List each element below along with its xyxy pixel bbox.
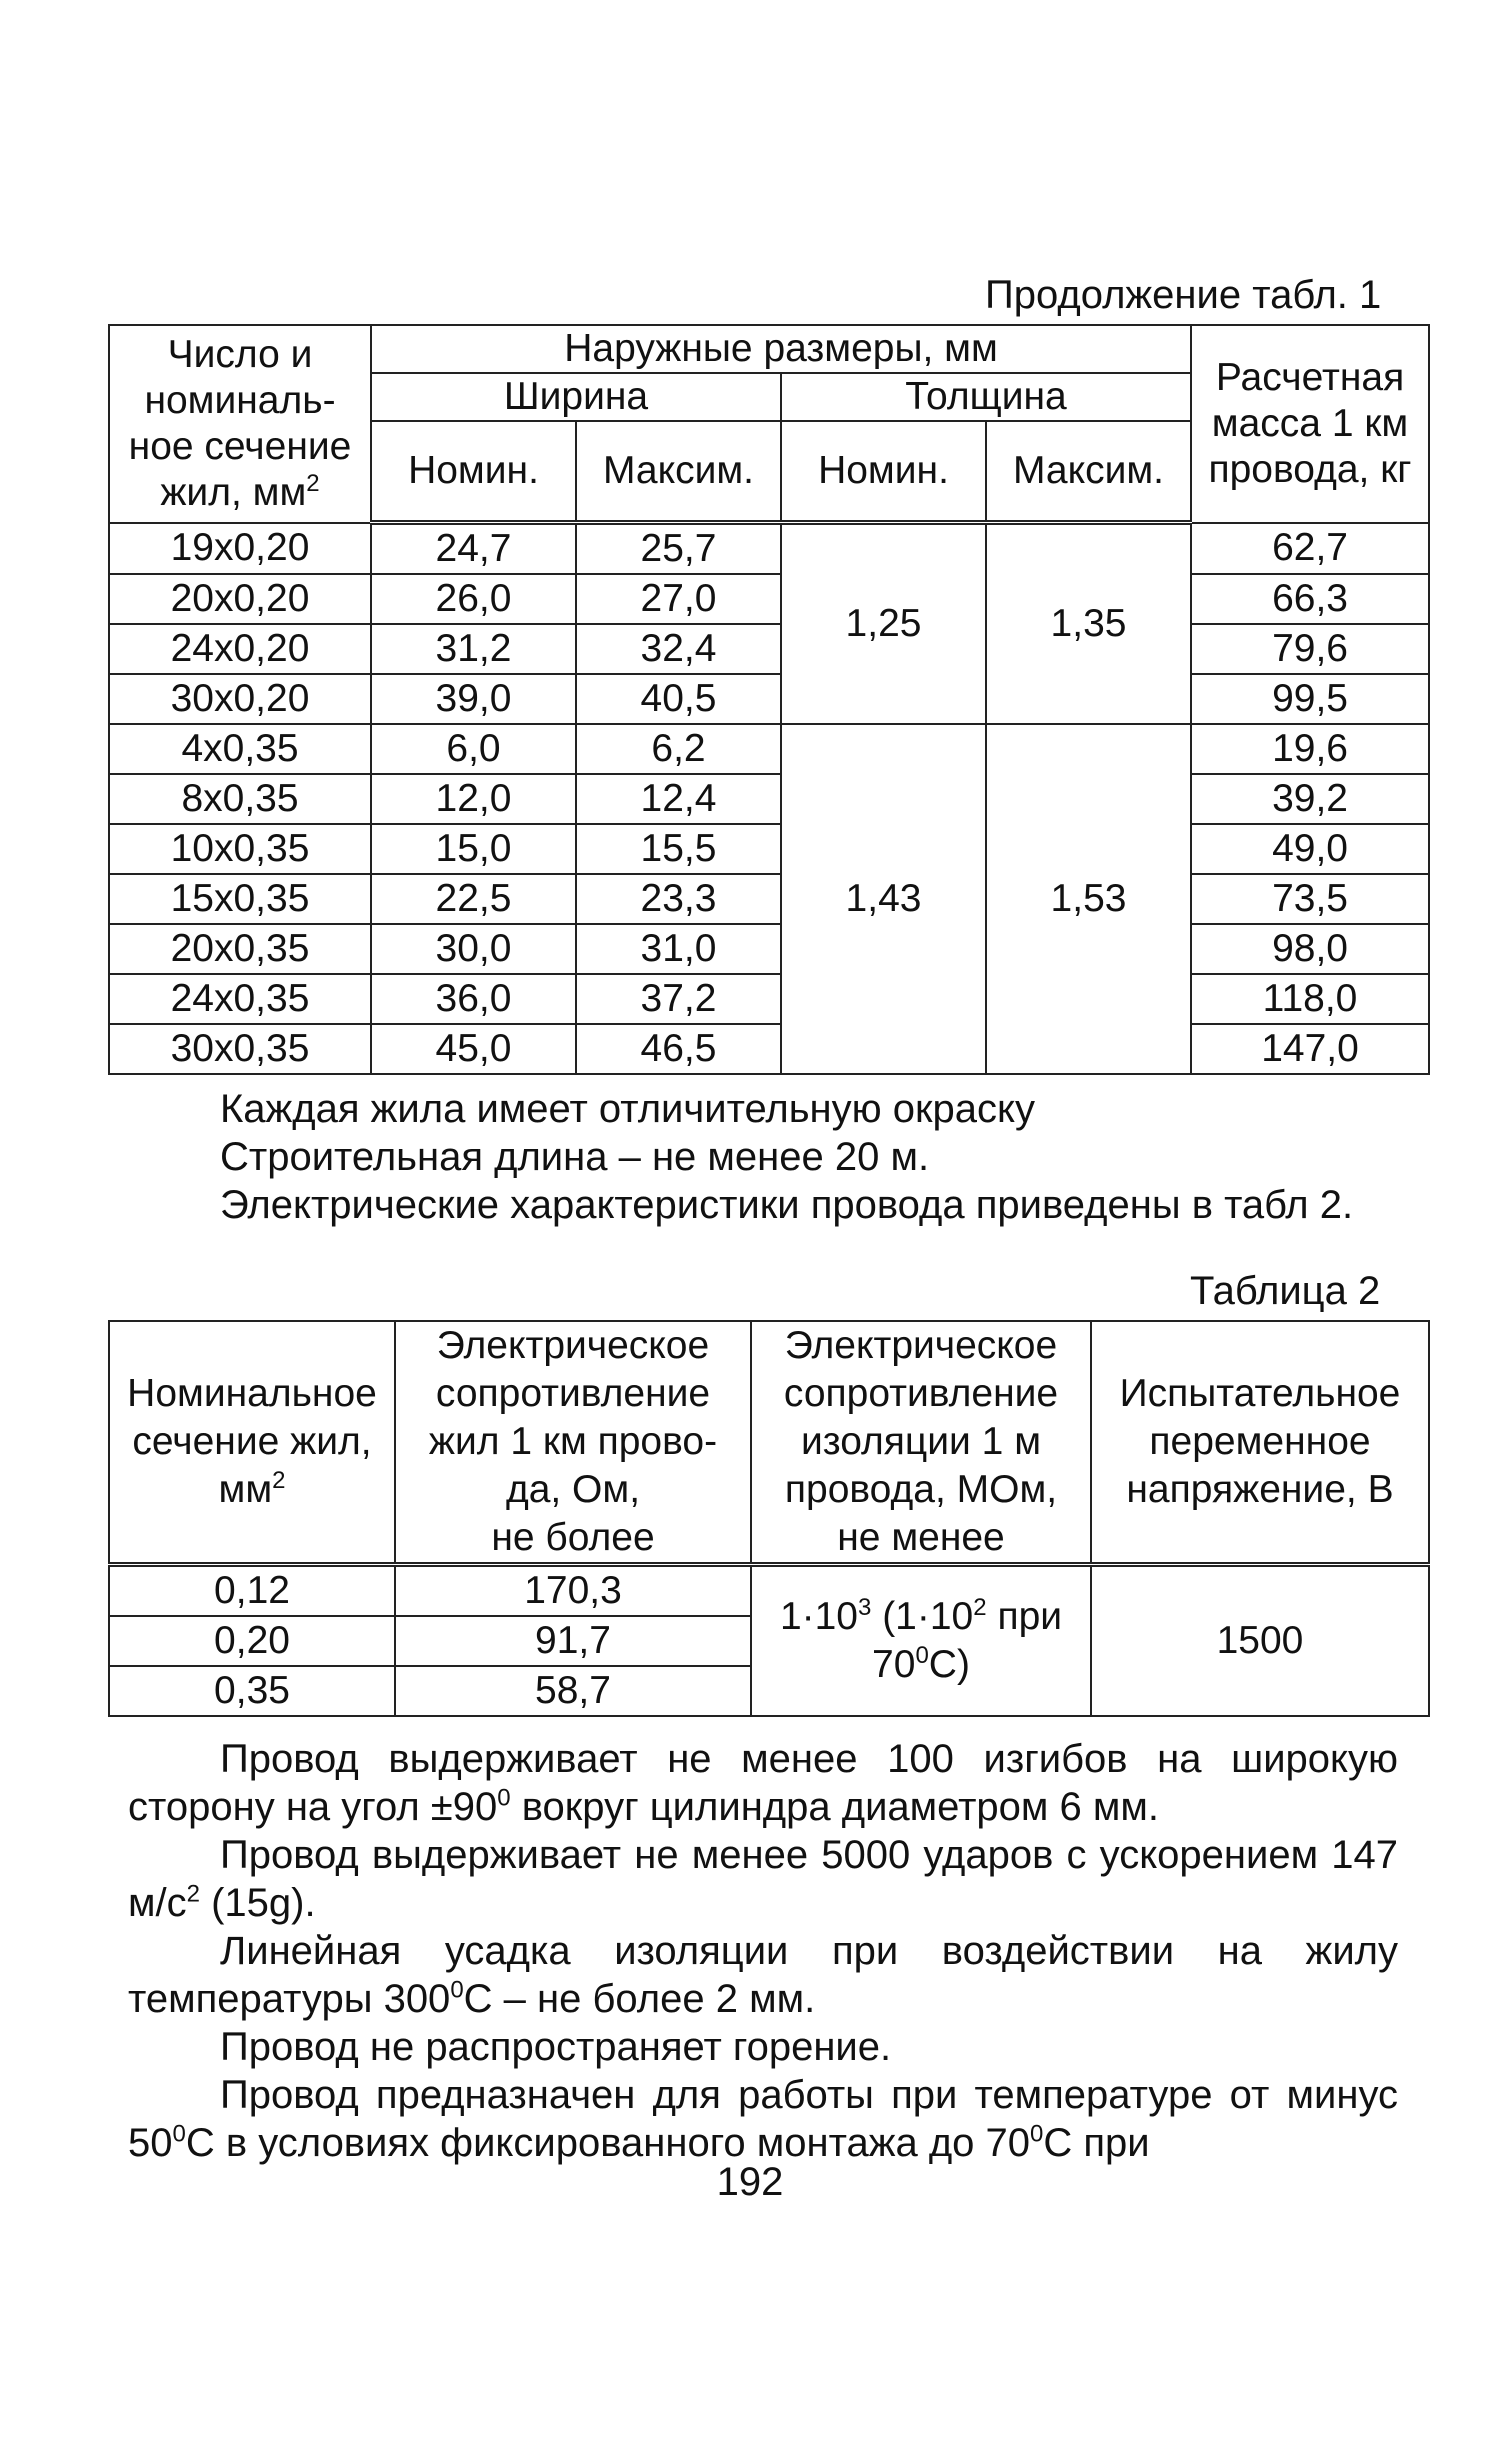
- cell-mass: 98,0: [1191, 924, 1429, 974]
- table-row: [109, 1024, 1429, 1074]
- cell-width-nom: 36,0: [371, 974, 576, 1024]
- cell-thickness-max-group2: 1,53: [986, 724, 1191, 1074]
- cell-mass: 66,3: [1191, 574, 1429, 624]
- header-test-voltage: Испытательное переменное напряжение, В: [1091, 1321, 1429, 1565]
- cell-mass: 118,0: [1191, 974, 1429, 1024]
- table-row: [109, 724, 1429, 774]
- cell-insulation-resistance: $1\cdot 10^3$ ($1\cdot 10^2$ при $70^0C$): [751, 1565, 1091, 1717]
- header-insulation-resistance: Электрическое сопротивление изоляции 1 м провода, МОм, не менее: [751, 1321, 1091, 1565]
- cell-width-max: 25,7: [576, 523, 781, 575]
- cell-width-nom: 45,0: [371, 1024, 576, 1074]
- header-outer-dims: Наружные размеры, мм: [371, 325, 1191, 373]
- cell-section: 19x0,20: [109, 523, 371, 575]
- cell-width-nom: 6,0: [371, 724, 576, 774]
- header-width: Ширина: [371, 373, 781, 421]
- cell-width-nom: 22,5: [371, 874, 576, 924]
- cell-mass: 147,0: [1191, 1024, 1429, 1074]
- table-row: [109, 523, 1429, 575]
- cell-width-max: 46,5: [576, 1024, 781, 1074]
- header-section: Число и номиналь- ное сечение жил, $мм^2$: [109, 325, 371, 523]
- cell-section: 0,35: [109, 1666, 395, 1716]
- paragraph-temperature: Провод предназначен для работы при температуре от минус $50^0С$ в условиях фиксированного монтажа до $70^0С$ при: [128, 2073, 1398, 2165]
- note-length: Строительная длина – не менее 20 м.: [220, 1135, 930, 1179]
- cell-width-max: 37,2: [576, 974, 781, 1024]
- cell-mass: 79,6: [1191, 624, 1429, 674]
- cell-section: 30x0,35: [109, 1024, 371, 1074]
- cell-width-nom: 31,2: [371, 624, 576, 674]
- header-thickness-max: Максим.: [986, 421, 1191, 523]
- cell-thickness-max-group1: 1,35: [986, 523, 1191, 725]
- cell-mass: 99,5: [1191, 674, 1429, 724]
- note-coloring: Каждая жила имеет отличительную окраску: [220, 1087, 1035, 1131]
- cell-mass: 62,7: [1191, 523, 1429, 575]
- cell-mass: 73,5: [1191, 874, 1429, 924]
- table-row: [109, 1565, 1429, 1617]
- cell-mass: 49,0: [1191, 824, 1429, 874]
- cell-section: 4x0,35: [109, 724, 371, 774]
- cell-section: 20x0,35: [109, 924, 371, 974]
- cell-width-max: 15,5: [576, 824, 781, 874]
- note-electrical: Электрические характеристики провода приведены в табл 2.: [220, 1183, 1354, 1227]
- cell-mass: 39,2: [1191, 774, 1429, 824]
- cell-resistance: 58,7: [395, 1666, 751, 1716]
- cell-section: 30x0,20: [109, 674, 371, 724]
- cell-section: 24x0,20: [109, 624, 371, 674]
- table2-electrical: [108, 1320, 1430, 1717]
- table-row: [109, 924, 1429, 974]
- cell-thickness-nom-group2: 1,43: [781, 724, 986, 1074]
- paragraph-impact: Провод выдерживает не менее 5000 ударов с ускорением 147 $м/с^2$ (15g).: [128, 1833, 1398, 1925]
- header-conductor-resistance: Электрическое сопротивление жил 1 км прово- да, Ом, не более: [395, 1321, 751, 1565]
- cell-width-nom: 39,0: [371, 674, 576, 724]
- table-row: [109, 824, 1429, 874]
- cell-width-max: 32,4: [576, 624, 781, 674]
- page-number: 192: [716, 2160, 784, 2204]
- cell-width-max: 23,3: [576, 874, 781, 924]
- table-row: [109, 574, 1429, 624]
- cell-section: 24x0,35: [109, 974, 371, 1024]
- header-thickness-nom: Номин.: [781, 421, 986, 523]
- cell-width-max: 31,0: [576, 924, 781, 974]
- cell-resistance: 170,3: [395, 1565, 751, 1617]
- table-row: [109, 774, 1429, 824]
- paragraph-shrinkage: Линейная усадка изоляции при воздействии на жилу температуры $300^0С$ – не более 2 мм.: [128, 1929, 1398, 2021]
- cell-section: 8x0,35: [109, 774, 371, 824]
- header-width-nom: Номин.: [371, 421, 576, 523]
- cell-section: 20x0,20: [109, 574, 371, 624]
- cell-section: 0,12: [109, 1565, 395, 1617]
- paragraph-fire: Провод не распространяет горение.: [220, 2025, 892, 2069]
- header-thickness: Толщина: [781, 373, 1191, 421]
- cell-width-nom: 15,0: [371, 824, 576, 874]
- header-width-max: Максим.: [576, 421, 781, 523]
- table1-caption: Продолжение табл. 1: [985, 273, 1382, 317]
- cell-test-voltage: 1500: [1091, 1565, 1429, 1717]
- cell-section: 0,20: [109, 1616, 395, 1666]
- table-row: [109, 974, 1429, 1024]
- header-nominal-section: Номинальное сечение жил, $мм^2$: [109, 1321, 395, 1565]
- body-text: [128, 1735, 1398, 2167]
- cell-width-nom: 26,0: [371, 574, 576, 624]
- paragraph-bending: Провод выдерживает не менее 100 изгибов на широкую сторону на угол $\pm 90^0$ вокруг цилиндра диаметром 6 мм.: [128, 1737, 1398, 1829]
- cell-section: 15x0,35: [109, 874, 371, 924]
- cell-resistance: 91,7: [395, 1616, 751, 1666]
- cell-thickness-nom-group1: 1,25: [781, 523, 986, 725]
- cell-width-max: 27,0: [576, 574, 781, 624]
- cell-width-max: 40,5: [576, 674, 781, 724]
- table-row: [109, 624, 1429, 674]
- cell-section: 10x0,35: [109, 824, 371, 874]
- cell-mass: 19,6: [1191, 724, 1429, 774]
- table-row: [109, 874, 1429, 924]
- table2-caption: Таблица 2: [1190, 1269, 1381, 1313]
- notes-block: [128, 1085, 1398, 1229]
- cell-width-nom: 12,0: [371, 774, 576, 824]
- table-row: [109, 674, 1429, 724]
- cell-width-max: 12,4: [576, 774, 781, 824]
- table1-wire-dimensions: [108, 324, 1430, 1075]
- cell-width-nom: 30,0: [371, 924, 576, 974]
- header-mass: Расчетная масса 1 км провода, кг: [1191, 325, 1429, 523]
- cell-width-nom: 24,7: [371, 523, 576, 575]
- cell-width-max: 6,2: [576, 724, 781, 774]
